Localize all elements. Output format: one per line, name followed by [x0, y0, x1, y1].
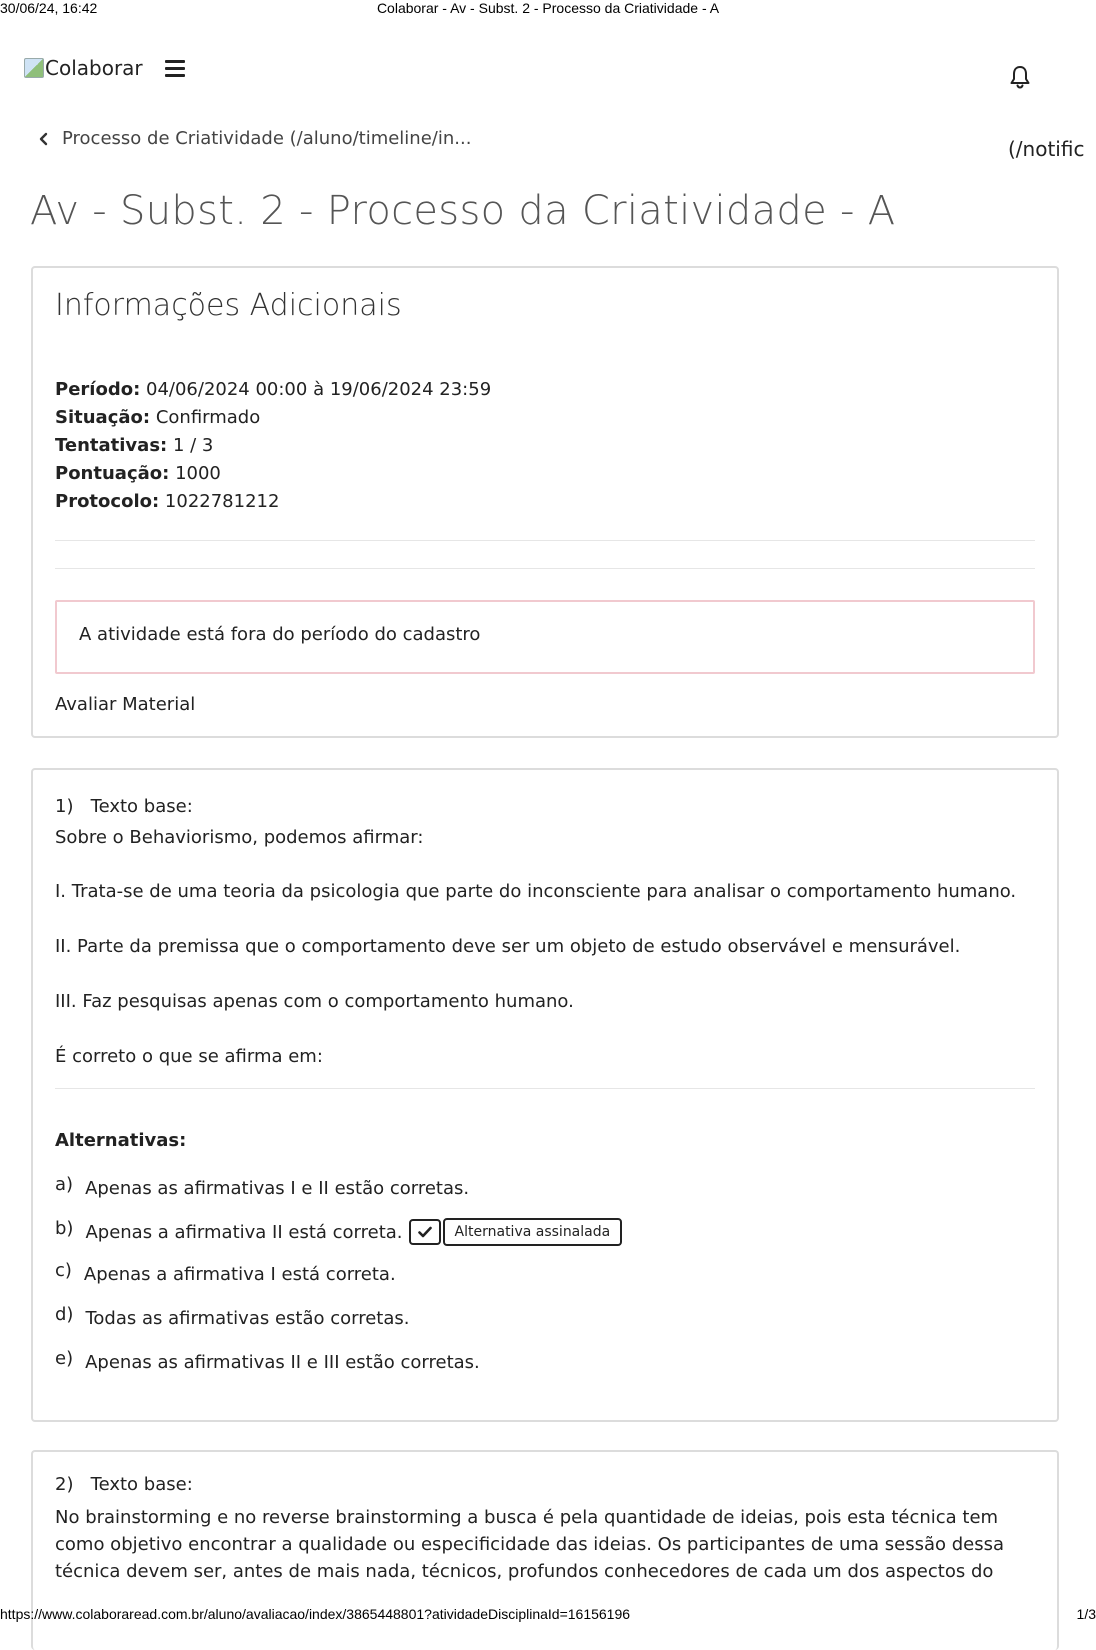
alternative-d[interactable]	[55, 1304, 410, 1329]
print-doc-title: Colaborar - Av - Subst. 2 - Processo da Criatividade - A	[376, 0, 720, 16]
info-card	[31, 266, 1059, 738]
question-header	[55, 796, 193, 817]
info-title: Informações Adicionais	[55, 288, 402, 323]
info-row-protocolo: Protocolo: 1022781212	[55, 491, 280, 512]
print-header	[0, 0, 1096, 16]
info-list	[55, 376, 491, 516]
question-number: 1)	[55, 796, 74, 817]
divider	[55, 540, 1035, 541]
alert-text: A atividade está fora do período do cadastro	[79, 624, 481, 645]
alternative-text: Apenas a afirmativa I está correta.	[83, 1264, 396, 1285]
rate-material-link[interactable]: Avaliar Material	[55, 694, 196, 715]
question-card-1	[31, 768, 1059, 1422]
broken-image-icon	[24, 58, 44, 78]
question-base-label: Texto base:	[90, 796, 193, 817]
alternative-letter: e)	[55, 1348, 74, 1369]
info-row-tentativas: Tentativas: 1 / 3	[55, 435, 214, 456]
divider	[55, 568, 1035, 569]
question-paragraph: I. Trata-se de uma teoria da psicologia que parte do inconsciente para analisar o comportamento humano.	[55, 881, 1017, 902]
selected-alternative-badge: Alternativa assinalada	[443, 1218, 623, 1246]
alternative-e[interactable]	[55, 1348, 480, 1373]
logo-alt-text: Colaborar	[45, 56, 143, 80]
logo[interactable]	[24, 56, 143, 80]
print-page-number: 1/3	[1076, 1606, 1096, 1622]
alternative-c[interactable]	[55, 1260, 396, 1285]
info-row-situacao: Situação: Confirmado	[55, 407, 261, 428]
menu-icon[interactable]	[165, 60, 185, 78]
alternative-text: Apenas as afirmativas I e II estão corretas.	[85, 1178, 470, 1199]
question-text	[55, 824, 1035, 1098]
info-row-periodo: Período: 04/06/2024 00:00 à 19/06/2024 23:59	[55, 379, 492, 400]
print-footer	[0, 1606, 1096, 1622]
chevron-left-icon	[38, 132, 48, 146]
print-url: https://www.colaboraread.com.br/aluno/avaliacao/index/3865448801?atividadeDisciplinaId=16156196	[0, 1606, 631, 1622]
bell-icon[interactable]	[1008, 64, 1032, 90]
period-alert	[55, 600, 1035, 674]
alternative-letter: c)	[55, 1260, 72, 1281]
alternative-letter: d)	[55, 1304, 74, 1325]
question-paragraph: Sobre o Behaviorismo, podemos afirmar:	[55, 827, 424, 848]
question-header	[55, 1474, 193, 1495]
alternative-text: Apenas as afirmativas II e III estão corretas.	[85, 1352, 480, 1373]
alternative-text: Todas as afirmativas estão corretas.	[85, 1308, 410, 1329]
check-icon	[418, 1226, 432, 1238]
breadcrumb[interactable]	[38, 128, 471, 149]
notifications-link[interactable]: (/notific	[1008, 137, 1085, 161]
question-text: No brainstorming e no reverse brainstorming a busca é pela quantidade de ideias, pois esta técnica tem como objetivo encontrar a qualidade ou especificidade das ideias. Os participantes de uma sessão dessa técnica devem ser, antes de mais nada, técnicos, profundos conhecedores de cada um dos aspectos do	[55, 1507, 1005, 1582]
divider	[55, 1088, 1035, 1089]
alternatives-label: Alternativas:	[55, 1130, 187, 1151]
print-datetime: 30/06/24, 16:42	[0, 0, 98, 16]
question-base-label: Texto base:	[90, 1474, 193, 1495]
alternative-text: Apenas a afirmativa II está correta.	[85, 1221, 403, 1243]
question-paragraph: II. Parte da premissa que o comportamento deve ser um objeto de estudo observável e mensurável.	[55, 936, 961, 957]
alternative-a[interactable]	[55, 1174, 470, 1199]
question-number: 2)	[55, 1474, 74, 1495]
alternative-letter: b)	[55, 1217, 74, 1239]
alternative-letter: a)	[55, 1174, 74, 1195]
question-paragraph: É correto o que se afirma em:	[55, 1046, 323, 1067]
selected-check-badge	[409, 1219, 441, 1245]
info-row-pontuacao: Pontuação: 1000	[55, 463, 221, 484]
page-title: Av - Subst. 2 - Processo da Criatividade - A	[30, 188, 896, 234]
alternative-b[interactable]	[55, 1218, 622, 1246]
breadcrumb-label: Processo de Criatividade (/aluno/timeline/in...	[62, 128, 472, 149]
question-paragraph: III. Faz pesquisas apenas com o comportamento humano.	[55, 991, 574, 1012]
